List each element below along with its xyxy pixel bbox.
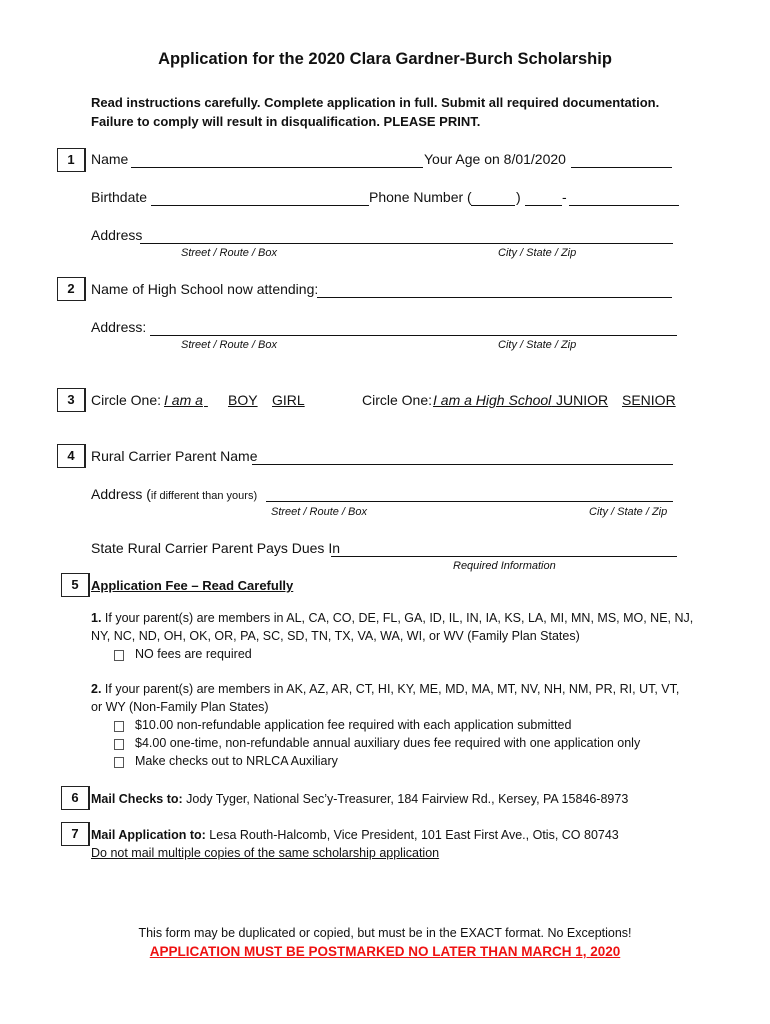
fee-bullet-3: Make checks out to NRLCA Auxiliary xyxy=(135,754,338,768)
phone-line-field[interactable] xyxy=(569,205,679,206)
parent-address-field[interactable] xyxy=(266,501,673,502)
bullet-box-icon xyxy=(114,721,124,732)
city-hint: City / State / Zip xyxy=(498,247,577,259)
instructions-line-1: Read instructions carefully. Complete application in full. Submit all required documentation. xyxy=(91,95,660,110)
section-number-7: 7 xyxy=(61,822,90,846)
duplication-note: This form may be duplicated or copied, but must be in the EXACT format. No Exceptions! xyxy=(138,926,632,940)
section-number-5: 5 xyxy=(61,573,90,597)
grade-junior-option[interactable]: JUNIOR xyxy=(556,392,609,408)
school-address-label: Address: xyxy=(91,319,147,335)
fee-paragraph-1-line-1: 1. If your parent(s) are members in AL, CA, CO, DE, FL, GA, ID, IL, IN, IA, KS, LA, MI, MN, MS, MO, NE, NJ, xyxy=(91,611,694,625)
parent-street-hint: Street / Route / Box xyxy=(271,506,367,518)
name-label: Name xyxy=(91,151,129,167)
application-fee-heading: Application Fee – Read Carefully xyxy=(91,578,294,593)
phone-area-code-field[interactable] xyxy=(471,205,515,206)
fee-paragraph-2-line-2: or WY (Non-Family Plan States) xyxy=(91,700,269,714)
gender-girl-option[interactable]: GIRL xyxy=(272,392,305,408)
fee-paragraph-2-line-1: 2. If your parent(s) are members in AK, AZ, AR, CT, HI, KY, ME, MD, MA, MT, NV, NH, NM, PR, RI, UT, VT, xyxy=(91,682,680,696)
fee-paragraph-1-line-2: NY, NC, ND, OH, OK, OR, PA, SC, SD, TN, TX, VA, WA, WI, or WV (Family Plan States) xyxy=(91,629,580,643)
parent-name-field[interactable] xyxy=(252,464,673,465)
mail-checks-line: Mail Checks to: Jody Tyger, National Sec’y-Treasurer, 184 Fairview Rd., Kersey, PA 15846-8973 xyxy=(91,792,629,806)
parent-address-label: Address (if different than yours) xyxy=(91,486,258,502)
fee-bullet-1: $10.00 non-refundable application fee required with each application submitted xyxy=(135,718,572,732)
school-address-field[interactable] xyxy=(150,335,677,336)
school-field[interactable] xyxy=(317,297,672,298)
age-label: Your Age on 8/01/2020 xyxy=(424,151,566,167)
multiple-copies-note: Do not mail multiple copies of the same scholarship application xyxy=(91,846,440,860)
street-hint: Street / Route / Box xyxy=(181,247,277,259)
address-field[interactable] xyxy=(140,243,673,244)
fee-bullet-2: $4.00 one-time, non-refundable annual auxiliary dues fee required with one application only xyxy=(135,736,641,750)
bullet-box-icon xyxy=(114,739,124,750)
school-street-hint: Street / Route / Box xyxy=(181,339,277,351)
school-city-hint: City / State / Zip xyxy=(498,339,577,351)
birthdate-label: Birthdate xyxy=(91,189,148,205)
bullet-box-icon xyxy=(114,757,124,768)
parent-city-hint: City / State / Zip xyxy=(589,506,668,518)
section-number-6: 6 xyxy=(61,786,90,810)
section-number-3: 3 xyxy=(57,388,86,412)
dues-state-label: State Rural Carrier Parent Pays Dues In xyxy=(91,540,340,556)
phone-prefix-field[interactable] xyxy=(525,205,562,206)
name-field[interactable] xyxy=(131,167,423,168)
i-am-a-text: I am a xyxy=(164,392,203,408)
parent-name-label: Rural Carrier Parent Name xyxy=(91,448,258,464)
section-number-2: 2 xyxy=(57,277,86,301)
bullet-box-icon xyxy=(114,650,124,661)
birthdate-field[interactable] xyxy=(151,205,369,206)
instructions-line-2: Failure to comply will result in disqualification. PLEASE PRINT. xyxy=(91,114,481,129)
circle-one-gender-label: Circle One: xyxy=(91,392,162,408)
section-number-4: 4 xyxy=(57,444,86,468)
section-number-1: 1 xyxy=(57,148,86,172)
school-label: Name of High School now attending: xyxy=(91,281,319,297)
phone-dash: - xyxy=(562,189,567,205)
page-title: Application for the 2020 Clara Gardner-Burch Scholarship xyxy=(158,50,612,68)
mail-application-line: Mail Application to: Lesa Routh-Halcomb, Vice President, 101 East First Ave., Otis, CO 80743 xyxy=(91,828,619,842)
i-am-high-school-text: I am a High School xyxy=(433,392,552,408)
required-info-hint: Required Information xyxy=(453,560,556,572)
phone-label: Phone Number ( xyxy=(369,189,472,205)
phone-close-paren: ) xyxy=(516,189,521,205)
postmark-deadline: APPLICATION MUST BE POSTMARKED NO LATER THAN MARCH 1, 2020 xyxy=(149,944,621,959)
dues-state-field[interactable] xyxy=(331,556,677,557)
grade-senior-option[interactable]: SENIOR xyxy=(622,392,676,408)
gender-boy-option[interactable]: BOY xyxy=(228,392,258,408)
circle-one-grade-label: Circle One: xyxy=(362,392,433,408)
age-field[interactable] xyxy=(571,167,672,168)
gender-spacer xyxy=(204,392,218,408)
address-label: Address xyxy=(91,227,143,243)
no-fees-text: NO fees are required xyxy=(135,647,252,661)
